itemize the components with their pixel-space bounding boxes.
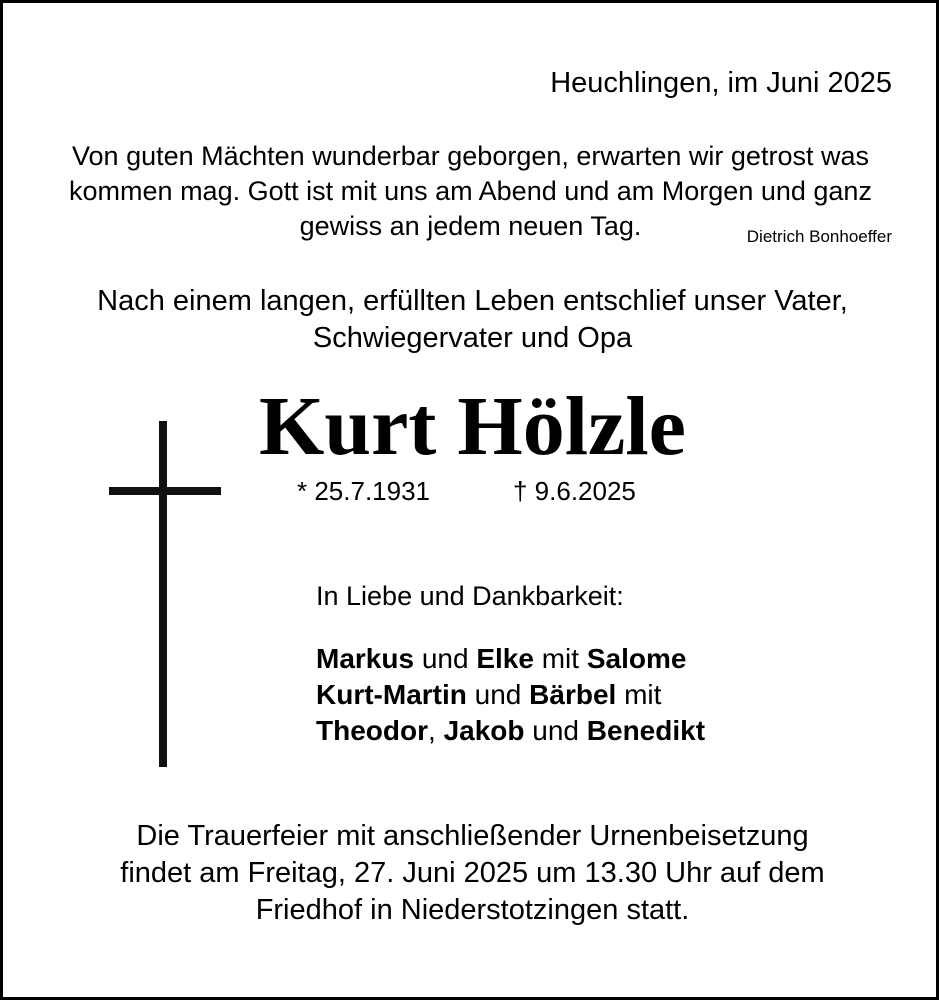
mourner-name: Jakob <box>443 715 525 746</box>
quote-line: Von guten Mächten wunderbar geborgen, erwarten wir getrost was <box>72 141 869 171</box>
intro-text <box>3 283 939 357</box>
mourner-name: Kurt-Martin <box>316 679 467 710</box>
quote-author: Dietrich Bonhoeffer <box>746 227 892 246</box>
quote-line: kommen mag. Gott ist mit uns am Abend und am Morgen und ganz <box>69 176 872 206</box>
deceased-name: Kurt Hölzle <box>259 380 686 473</box>
mourner-name: Benedikt <box>586 715 706 746</box>
connector-text: und <box>524 715 587 746</box>
mourner-name: Elke <box>476 643 534 674</box>
service-line: findet am Freitag, 27. Juni 2025 um 13.30 Uhr auf dem <box>120 857 825 889</box>
mourner-name: Markus <box>316 643 415 674</box>
death-date: † 9.6.2025 <box>513 476 636 506</box>
intro-line: Nach einem langen, erfüllten Leben entschlief unser Vater, <box>97 285 848 317</box>
mourners-line <box>316 641 705 677</box>
connector-text: mit <box>616 679 662 710</box>
service-line: Die Trauerfeier mit anschließender Urnenbeisetzung <box>136 820 809 852</box>
cross-horizontal-bar <box>109 487 221 495</box>
mourners-line <box>316 677 705 713</box>
service-info <box>3 818 939 929</box>
mourners-list <box>316 641 705 749</box>
mourners-line <box>316 713 705 749</box>
mourners-heading: In Liebe und Dankbarkeit: <box>316 581 624 611</box>
mourner-name: Bärbel <box>529 679 617 710</box>
connector-text: und <box>414 643 477 674</box>
quote-line: gewiss an jedem neuen Tag. <box>299 211 642 241</box>
connector-text: , <box>428 715 444 746</box>
connector-text: mit <box>533 643 587 674</box>
birth-date: * 25.7.1931 <box>297 476 431 506</box>
mourner-name: Theodor <box>316 715 428 746</box>
place-date: Heuchlingen, im Juni 2025 <box>550 67 892 99</box>
mourner-name: Salome <box>586 643 687 674</box>
connector-text: und <box>466 679 530 710</box>
cross-vertical-bar <box>159 421 167 767</box>
service-line: Friedhof in Niederstotzingen statt. <box>255 894 690 926</box>
intro-line: Schwiegervater und Opa <box>312 322 633 354</box>
cross-icon <box>109 421 221 767</box>
